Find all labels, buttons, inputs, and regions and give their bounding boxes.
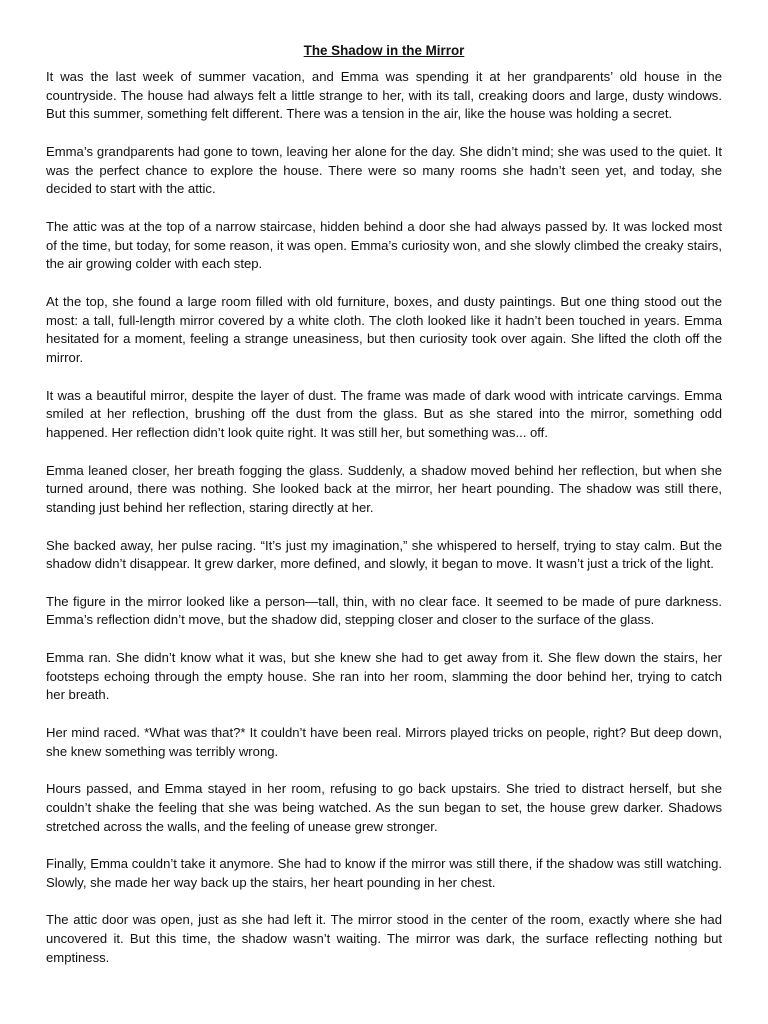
story-title: The Shadow in the Mirror <box>303 43 465 58</box>
story-paragraph-4: At the top, she found a large room filled with old furniture, boxes, and dusty paintings. But one thing stood out the most: a tall, full-length mirror covered by a white cloth. The cloth looked like it hadn’t been touched in years. Emma hesitated for a moment, feeling a strange uneasiness, but then curiosity took over again. She lifted the cloth off the mirror. <box>46 293 722 366</box>
story-paragraph-2: Emma’s grandparents had gone to town, leaving her alone for the day. She didn’t mind; she was used to the quiet. It was the perfect chance to explore the house. There were so many rooms she hadn’t seen yet, and today, she decided to start with the attic. <box>46 143 722 197</box>
story-paragraph-12: Finally, Emma couldn’t take it anymore. She had to know if the mirror was still there, if the shadow was still watching. Slowly, she made her way back up the stairs, her heart pounding in her chest. <box>46 856 722 890</box>
story-paragraph-10: Her mind raced. *What was that?* It couldn’t have been real. Mirrors played tricks on people, right? But deep down, she knew something was terribly wrong. <box>46 724 722 759</box>
story-paragraph-13: The attic door was open, just as she had left it. The mirror stood in the center of the room, exactly where she had uncovered it. But this time, the shadow wasn’t waiting. The mirror was dark, the surface reflecting nothing but emptiness. <box>46 912 722 965</box>
story-paragraph-11: Hours passed, and Emma stayed in her room, refusing to go back upstairs. She tried to distract herself, but she couldn’t shake the feeling that she was being watched. As the sun began to set, the house grew darker. Shadows stretched across the walls, and the feeling of unease grew stronger. <box>46 781 722 834</box>
story-paragraph-9: Emma ran. She didn’t know what it was, but she knew she had to get away from it. She flew down the stairs, her footsteps echoing through the empty house. She ran into her room, slamming the door behind her, trying to catch her breath. <box>46 649 722 703</box>
story-paragraph-1: It was the last week of summer vacation, and Emma was spending it at her grandparents’ old house in the countryside. The house had always felt a little strange to her, with its tall, creaking doors and large, dusty windows. But this summer, something felt different. There was a tension in the air, like the house was holding a secret. <box>46 68 722 122</box>
story-paragraph-6: Emma leaned closer, her breath fogging the glass. Suddenly, a shadow moved behind her reflection, but when she turned around, there was nothing. She looked back at the mirror, her heart pounding. The shadow was still there, standing just behind her reflection, staring directly at her. <box>46 462 722 516</box>
story-paragraph-7: She backed away, her pulse racing. “It’s just my imagination,” she whispered to herself, trying to stay calm. But the shadow didn’t disappear. It grew darker, more defined, and slowly, it began to move. It wasn’t just a trick of the light. <box>46 537 722 572</box>
story-paragraph-3: The attic was at the top of a narrow staircase, hidden behind a door she had always passed by. It was locked most of the time, but today, for some reason, it was open. Emma’s curiosity won, and she slowly climbed the creaky stairs, the air growing colder with each step. <box>46 218 722 272</box>
story-paragraph-5: It was a beautiful mirror, despite the layer of dust. The frame was made of dark wood with intricate carvings. Emma smiled at her reflection, brushing off the dust from the glass. But as she stared into the mirror, something odd happened. Her reflection didn’t look quite right. It was still her, but something was... off. <box>46 387 722 441</box>
story-paragraph-8: The figure in the mirror looked like a person—tall, thin, with no clear face. It seemed to be made of pure darkness. Emma’s reflection didn’t move, but the shadow did, stepping closer and closer to the surface of the glass. <box>46 593 722 628</box>
